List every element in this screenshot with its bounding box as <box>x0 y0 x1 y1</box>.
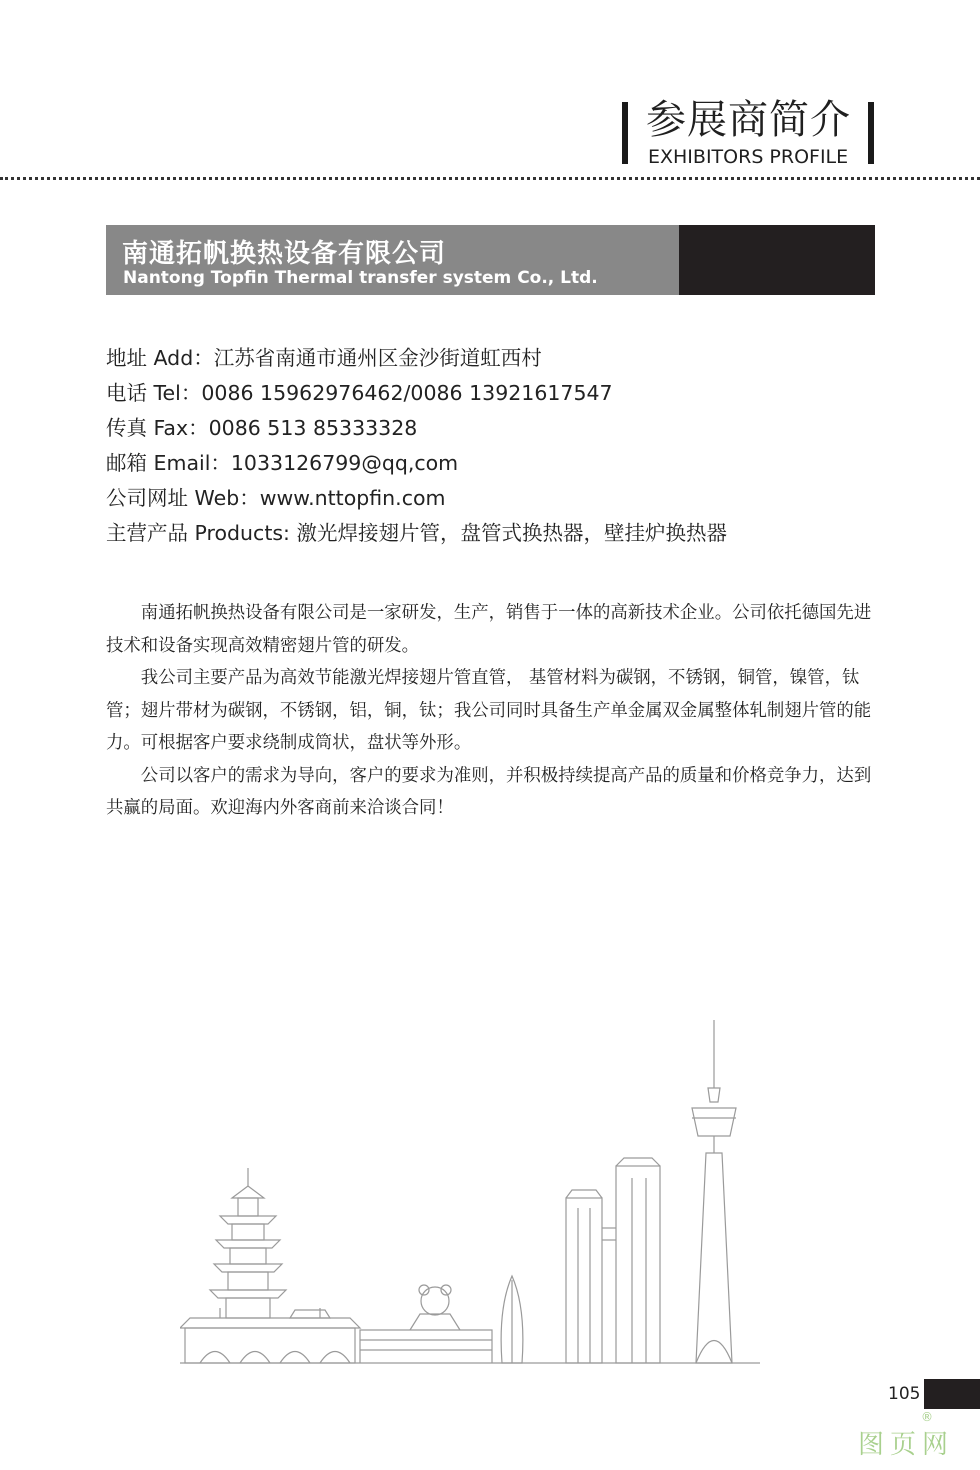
header-right-bar <box>868 102 874 164</box>
dotted-divider <box>0 177 980 180</box>
contact-info <box>106 341 886 551</box>
registered-mark-icon: ® <box>921 1410 933 1424</box>
email-row: 邮箱 Email：1033126799@qq,com <box>106 451 459 475</box>
products-row: 主营产品 Products: 激光焊接翅片管，盘管式换热器，壁挂炉换热器 <box>106 521 727 545</box>
city-skyline-illustration <box>180 1018 760 1368</box>
web-row: 公司网址 Web：www.nttopfin.com <box>106 486 446 510</box>
pagoda-icon <box>210 1168 286 1318</box>
tel-row: 电话 Tel：0086 15962976462/0086 13921617547 <box>106 381 613 405</box>
twin-towers-icon <box>566 1158 660 1363</box>
panda-building-icon <box>360 1285 492 1363</box>
header-left-bar <box>622 102 628 164</box>
banner-dark-block <box>679 225 875 295</box>
shell-tower-icon <box>501 1276 523 1363</box>
company-description <box>106 597 876 825</box>
company-name-cn: 南通拓帆换热设备有限公司 <box>122 239 447 269</box>
fax-row: 传真 Fax：0086 513 85333328 <box>106 416 418 440</box>
tv-tower-icon <box>692 1020 736 1363</box>
company-banner <box>106 225 875 295</box>
description-paragraph: 公司以客户的需求为导向，客户的要求为准则，并积极持续提高产品的质量和价格竞争力，达到共赢的局面。欢迎海内外客商前来洽谈合同！ <box>106 765 872 818</box>
page-number-block <box>924 1379 980 1409</box>
company-name-en: Nantong Topfin Thermal transfer system Co., Ltd. <box>123 268 598 288</box>
page-subtitle: EXHIBITORS PROFILE <box>648 146 849 168</box>
page-title: 参展商简介 <box>646 97 851 143</box>
description-paragraph: 南通拓帆换热设备有限公司是一家研发，生产，销售于一体的高新技术企业。公司依托德国先进技术和设备实现高效精密翅片管的研发。 <box>106 603 872 656</box>
description-paragraph: 我公司主要产品为高效节能激光焊接翅片管直管， 基管材料为碳钢，不锈钢，铜管，镍管，钛管；翅片带材为碳钢，不锈钢，铝，铜，钛；我公司同时具备生产单金属双金属整体轧制翅片管的能力。可根据客户要求绕制成筒状，盘状等外形。 <box>106 668 872 753</box>
site-watermark: 图页网 <box>858 1430 955 1460</box>
page-number: 105 <box>888 1384 921 1404</box>
address-row: 地址 Add：江苏省南通市通州区金沙街道虹西村 <box>106 346 542 370</box>
